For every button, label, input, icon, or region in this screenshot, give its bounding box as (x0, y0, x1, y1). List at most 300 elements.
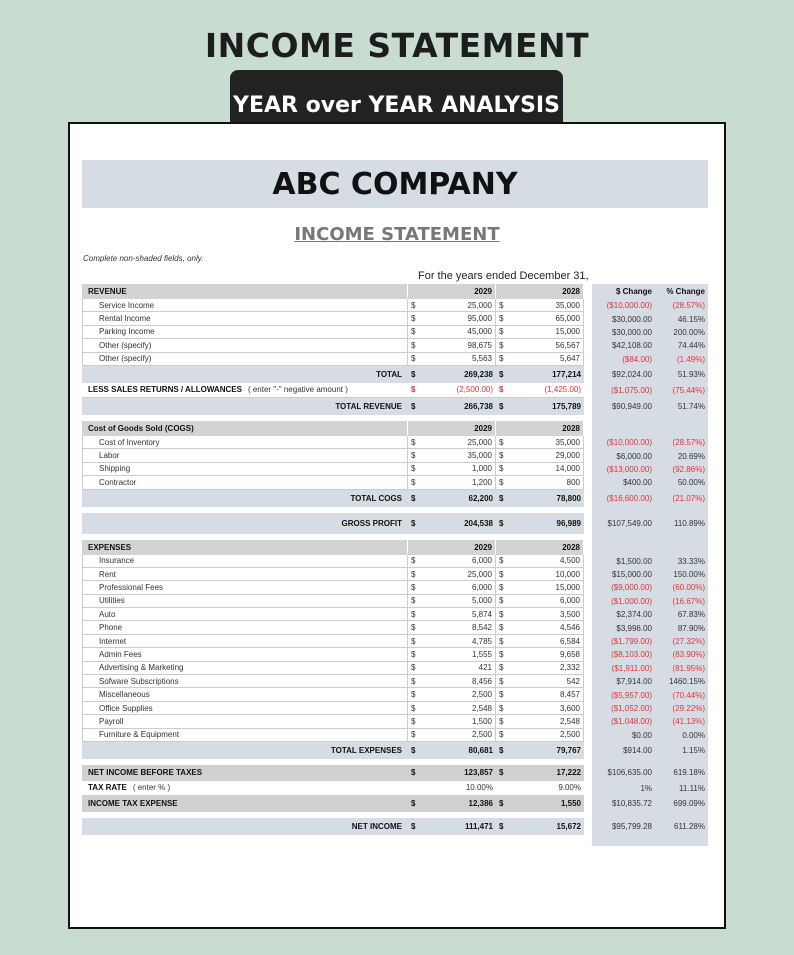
total-row (82, 366, 708, 383)
gap (584, 662, 592, 675)
table-row (82, 608, 708, 621)
dollar-change (592, 781, 654, 796)
currency-sign-2028-text: $ (499, 730, 504, 740)
row-label-text: Labor (99, 451, 120, 461)
percent-change-text: (83.90%) (672, 650, 705, 660)
percent-change-text: (81.95%) (672, 663, 705, 673)
currency-sign-2028 (496, 513, 508, 534)
currency-sign-2029-text: $ (411, 636, 416, 646)
currency-sign-2029-text: $ (411, 300, 416, 310)
percent-change (654, 765, 708, 781)
currency-sign-2029 (408, 299, 420, 312)
row-label (82, 436, 408, 449)
value-2028-text: 2028 (562, 287, 580, 296)
currency-sign-2029 (408, 621, 420, 634)
row-label (82, 312, 408, 325)
row-label (82, 781, 408, 796)
value-2029-text: 1,200 (471, 477, 492, 487)
row-label (82, 463, 408, 476)
value-2029[interactable] (420, 781, 496, 796)
value-2028[interactable] (508, 662, 584, 675)
value-2029[interactable] (420, 702, 496, 715)
currency-sign-2029 (408, 818, 420, 835)
row-label (82, 421, 408, 436)
value-2028 (508, 398, 584, 415)
value-2028 (508, 818, 584, 835)
currency-sign-2029-text: $ (411, 768, 416, 778)
dollar-change-text: $1,500.00 (616, 556, 652, 566)
value-2028-text: 2028 (562, 542, 580, 552)
percent-change-text: (41.13%) (672, 717, 705, 727)
gap (584, 568, 592, 581)
percent-change (654, 312, 708, 325)
percent-change-text: (1.49%) (676, 354, 705, 364)
row-label (82, 702, 408, 715)
value-2028 (508, 765, 584, 781)
value-2028-text: 800 (566, 477, 580, 487)
value-2029[interactable] (420, 555, 496, 568)
percent-change-text: (60.00%) (672, 583, 705, 593)
currency-sign-2028 (496, 675, 508, 688)
value-2028-text: 2,548 (559, 716, 580, 726)
row-label (82, 715, 408, 728)
row-label (82, 513, 408, 534)
statement-title: INCOME STATEMENT (294, 224, 500, 245)
row-label-text: Service Income (99, 300, 155, 310)
value-2029[interactable] (420, 608, 496, 621)
section-header-row (82, 284, 708, 299)
percent-change (654, 702, 708, 715)
table-row (82, 312, 708, 325)
currency-sign-2029 (408, 662, 420, 675)
value-2028-text: 1,550 (560, 799, 581, 809)
percent-change-text: 1460.15% (668, 677, 705, 687)
value-2028-text: 6,584 (559, 636, 580, 646)
currency-sign-2029 (408, 796, 420, 812)
percent-change-text: % Change (666, 287, 705, 296)
total-row (82, 490, 708, 507)
value-2029-text: 266,738 (464, 401, 493, 411)
total-row (82, 818, 708, 835)
value-2029-text: 1,000 (471, 464, 492, 474)
percent-change (654, 463, 708, 476)
percent-change (654, 299, 708, 312)
currency-sign-2029 (408, 742, 420, 759)
currency-sign-2029 (408, 608, 420, 621)
value-2028[interactable] (508, 581, 584, 594)
value-2028-text: 17,222 (556, 768, 581, 778)
currency-sign-2029-text: $ (411, 354, 416, 364)
currency-sign-2029-text: $ (411, 745, 416, 755)
currency-sign-2029-text: $ (411, 569, 416, 579)
currency-sign-2028-text: $ (499, 623, 504, 633)
percent-change-text: 0.00% (682, 730, 705, 740)
value-2028[interactable] (508, 675, 584, 688)
dollar-change (592, 702, 654, 715)
percent-change-text: 1.15% (682, 745, 705, 755)
currency-sign-2029 (408, 702, 420, 715)
row-label-text: Internet (99, 636, 127, 646)
value-2028[interactable] (508, 608, 584, 621)
value-2029-text: 1,500 (471, 716, 492, 726)
value-2029[interactable] (420, 635, 496, 648)
row-label (82, 688, 408, 701)
value-2029-text: 269,238 (464, 369, 493, 379)
currency-sign-2028 (496, 702, 508, 715)
currency-sign-2029 (408, 675, 420, 688)
percent-change-text: (29.22%) (672, 704, 705, 713)
percent-change-text: (75.44%) (672, 385, 705, 395)
currency-sign-2029 (408, 729, 420, 742)
dollar-change-text: $92,024.00 (611, 369, 652, 379)
value-2028[interactable] (508, 436, 584, 449)
dollar-change-text: $400.00 (623, 478, 652, 488)
currency-sign-2029 (408, 449, 420, 462)
row-label-text: TOTAL REVENUE (335, 401, 402, 411)
dollar-change (592, 476, 654, 489)
value-2028[interactable] (508, 326, 584, 339)
value-2029[interactable] (420, 581, 496, 594)
value-2028[interactable] (508, 702, 584, 715)
value-2028 (508, 513, 584, 534)
row-label-text: Other (specify) (99, 340, 152, 350)
value-2028 (508, 490, 584, 507)
value-2028-text: 6,000 (559, 596, 580, 606)
currency-sign-2029-text: $ (411, 464, 416, 474)
currency-sign-2029-text: $ (411, 556, 416, 566)
row-label-text: TOTAL EXPENSES (330, 745, 402, 755)
value-2029[interactable] (420, 312, 496, 325)
row-label-text: NET INCOME (351, 821, 402, 831)
gap (584, 490, 592, 507)
income-table (82, 284, 708, 835)
gap (584, 312, 592, 325)
value-2028 (508, 284, 584, 299)
value-2028-text: 15,000 (555, 327, 580, 337)
value-2028-text: 4,500 (559, 556, 580, 566)
percent-change (654, 608, 708, 621)
percent-change-text: 51.93% (677, 369, 705, 379)
currency-sign-2028 (496, 312, 508, 325)
value-2028[interactable] (508, 648, 584, 661)
value-2029-text: 8,456 (471, 676, 492, 686)
percent-change (654, 595, 708, 608)
currency-sign-2029 (408, 635, 420, 648)
currency-sign-2029-text: $ (411, 340, 416, 350)
value-2029[interactable] (420, 339, 496, 352)
value-2029[interactable] (420, 729, 496, 742)
value-2028[interactable] (508, 299, 584, 312)
dollar-change (592, 796, 654, 812)
table-row (82, 662, 708, 675)
percent-change-text: (21.07%) (672, 493, 705, 503)
currency-sign-2028-text: $ (499, 369, 504, 379)
row-label (82, 729, 408, 742)
value-2028[interactable] (508, 463, 584, 476)
table-row (82, 476, 708, 489)
currency-sign-2028 (496, 540, 508, 555)
value-2029[interactable] (420, 299, 496, 312)
percent-change (654, 581, 708, 594)
percent-change (654, 662, 708, 675)
currency-sign-2029 (408, 339, 420, 352)
dollar-change (592, 648, 654, 661)
currency-sign-2028-text: $ (499, 663, 504, 673)
dollar-change (592, 765, 654, 781)
table-row (82, 555, 708, 568)
value-2029[interactable] (420, 353, 496, 366)
value-2028-text: 56,567 (555, 340, 580, 350)
currency-sign-2028-text: $ (499, 768, 504, 778)
value-2029-text: 8,542 (471, 623, 492, 633)
percent-change-text: (16.67%) (672, 596, 705, 606)
currency-sign-2028 (496, 608, 508, 621)
value-2029-text: 421 (478, 663, 492, 673)
value-2028-text: 65,000 (555, 314, 580, 324)
currency-sign-2028-text: $ (499, 451, 504, 461)
row-label-text: NET INCOME BEFORE TAXES (88, 768, 203, 778)
value-2029[interactable] (420, 436, 496, 449)
currency-sign-2029-text: $ (411, 437, 416, 447)
row-label (82, 818, 408, 835)
value-2029[interactable] (420, 449, 496, 462)
instructions-note: Complete non-shaded fields, only. (83, 254, 204, 263)
value-2028-text: 5,647 (559, 354, 580, 364)
row-label-text: Contractor (99, 477, 137, 487)
value-2029[interactable] (420, 476, 496, 489)
currency-sign-2028-text: $ (499, 676, 504, 686)
value-2029[interactable] (420, 662, 496, 675)
dollar-change (592, 421, 654, 436)
gap (584, 353, 592, 366)
value-2028[interactable] (508, 353, 584, 366)
value-2029-text: 98,675 (467, 340, 492, 350)
percent-change (654, 818, 708, 835)
value-2029[interactable] (420, 568, 496, 581)
percent-change (654, 398, 708, 415)
value-2028-text: 9.00% (558, 783, 581, 793)
gap (584, 581, 592, 594)
currency-sign-2028 (496, 595, 508, 608)
currency-sign-2028 (496, 353, 508, 366)
percent-change-text: (27.32%) (672, 637, 705, 647)
percent-change-text: (92.86%) (672, 464, 705, 474)
dollar-change (592, 436, 654, 449)
value-2028[interactable] (508, 595, 584, 608)
row-label-text: TAX RATE (88, 783, 127, 793)
value-2029[interactable] (420, 621, 496, 634)
value-2029-text: 4,785 (471, 636, 492, 646)
value-2028[interactable] (508, 383, 584, 398)
total-row (82, 781, 708, 796)
input-hint: ( enter % ) (132, 783, 171, 793)
dollar-change-text: ($13,000.00) (606, 464, 652, 474)
currency-sign-2029 (408, 581, 420, 594)
percent-change (654, 796, 708, 812)
currency-sign-2028-text: $ (499, 596, 504, 606)
value-2029[interactable] (420, 326, 496, 339)
row-label-text: GROSS PROFIT (341, 518, 402, 528)
percent-change-text: (28.57%) (672, 438, 705, 448)
currency-sign-2028 (496, 436, 508, 449)
dollar-change-text: $30,000.00 (611, 327, 652, 337)
dollar-change-text: ($1,799.00) (611, 637, 652, 647)
value-2028[interactable] (508, 635, 584, 648)
value-2028[interactable] (508, 688, 584, 701)
dollar-change (592, 383, 654, 398)
value-2029 (420, 421, 496, 436)
dollar-change (592, 715, 654, 728)
value-2028-text: 2,332 (559, 663, 580, 673)
currency-sign-2028 (496, 742, 508, 759)
value-2029-text: 2,500 (471, 690, 492, 700)
row-label-text: Cost of Inventory (99, 437, 160, 447)
currency-sign-2029 (408, 476, 420, 489)
total-row (82, 513, 708, 534)
value-2029[interactable] (420, 463, 496, 476)
percent-change-text: 87.90% (677, 623, 705, 633)
value-2029[interactable] (420, 675, 496, 688)
percent-change (654, 568, 708, 581)
row-label-text: Other (specify) (99, 354, 152, 364)
dollar-change-text: ($84.00) (622, 354, 652, 364)
currency-sign-2029-text: $ (411, 369, 416, 379)
row-label-text: Office Supplies (99, 703, 153, 713)
value-2029 (420, 540, 496, 555)
percent-change-text: 619.18% (673, 768, 705, 778)
percent-change (654, 436, 708, 449)
table-row (82, 715, 708, 728)
value-2029[interactable] (420, 715, 496, 728)
dollar-change-text: $30,000.00 (611, 314, 652, 324)
dollar-change (592, 449, 654, 462)
table-row (82, 353, 708, 366)
page-heading: INCOME STATEMENT (204, 26, 590, 65)
table-row (82, 326, 708, 339)
dollar-change-text: ($9,000.00) (611, 583, 652, 593)
row-label-text: Rental Income (99, 314, 151, 324)
row-label-text: Rent (99, 569, 116, 579)
table-row (82, 675, 708, 688)
gap (584, 729, 592, 742)
table-row (82, 688, 708, 701)
value-2028[interactable] (508, 555, 584, 568)
percent-change-text: 11.11% (679, 783, 705, 793)
subtitle-badge: YEAR over YEAR ANALYSIS (230, 70, 563, 126)
gap (584, 715, 592, 728)
dollar-change (592, 729, 654, 742)
value-2029-text: 5,000 (471, 596, 492, 606)
currency-sign-2028 (496, 581, 508, 594)
input-hint: ( enter "-" negative amount ) (247, 385, 348, 395)
dollar-change (592, 662, 654, 675)
row-label (82, 765, 408, 781)
percent-change-text: 33.33% (677, 556, 705, 566)
currency-sign-2028 (496, 648, 508, 661)
table-row (82, 729, 708, 742)
value-2029[interactable] (420, 648, 496, 661)
currency-sign-2029 (408, 648, 420, 661)
dollar-change-text: $ Change (615, 287, 652, 296)
value-2029-text: 6,000 (471, 556, 492, 566)
value-2028[interactable] (508, 729, 584, 742)
value-2029[interactable] (420, 688, 496, 701)
value-2028[interactable] (508, 715, 584, 728)
row-label-text: Furniture & Equipment (99, 730, 180, 740)
percent-change-text: 50.00% (677, 478, 705, 488)
currency-sign-2028 (496, 398, 508, 415)
currency-sign-2028-text: $ (499, 799, 504, 809)
dollar-change (592, 621, 654, 634)
currency-sign-2029 (408, 490, 420, 507)
table-row (82, 339, 708, 352)
value-2029-text: 2029 (474, 423, 492, 433)
currency-sign-2028-text: $ (499, 437, 504, 447)
value-2028[interactable] (508, 568, 584, 581)
dollar-change (592, 339, 654, 352)
dollar-change (592, 366, 654, 383)
value-2028[interactable] (508, 449, 584, 462)
value-2029-text: 2,500 (471, 730, 492, 740)
row-label (82, 476, 408, 489)
value-2029-text: 1,555 (471, 649, 492, 659)
dollar-change-text: ($1,000.00) (611, 596, 652, 606)
table-row (82, 702, 708, 715)
value-2029[interactable] (420, 383, 496, 398)
currency-sign-2028 (496, 366, 508, 383)
value-2029-text: (2,500.00) (456, 385, 493, 395)
value-2029[interactable] (420, 595, 496, 608)
gap (584, 284, 592, 299)
currency-sign-2028 (496, 568, 508, 581)
total-row (82, 796, 708, 812)
currency-sign-2028-text: $ (499, 518, 504, 528)
value-2028-text: 4,546 (559, 623, 580, 633)
row-label (82, 581, 408, 594)
percent-change (654, 555, 708, 568)
value-2028[interactable] (508, 339, 584, 352)
percent-change-text: 46.15% (677, 314, 705, 324)
dollar-change (592, 284, 654, 299)
value-2028[interactable] (508, 476, 584, 489)
value-2028[interactable] (508, 312, 584, 325)
dollar-change-text: $107,549.00 (607, 518, 652, 528)
currency-sign-2029 (408, 326, 420, 339)
row-label-text: Parking Income (99, 327, 155, 337)
table-row (82, 621, 708, 634)
gap (584, 595, 592, 608)
currency-sign-2028 (496, 715, 508, 728)
percent-change (654, 421, 708, 436)
currency-sign-2029-text: $ (411, 623, 416, 633)
value-2029-text: 25,000 (467, 569, 492, 579)
value-2028[interactable] (508, 781, 584, 796)
currency-sign-2028-text: $ (499, 690, 504, 700)
value-2029-text: 2029 (474, 287, 492, 296)
percent-change (654, 781, 708, 796)
value-2029 (420, 513, 496, 534)
currency-sign-2028-text: $ (499, 385, 504, 395)
value-2028-text: 2028 (562, 423, 580, 433)
value-2028[interactable] (508, 621, 584, 634)
value-2029 (420, 818, 496, 835)
value-2029-text: 25,000 (467, 300, 492, 310)
value-2028-text: 79,767 (556, 745, 581, 755)
gap (584, 398, 592, 415)
currency-sign-2028-text: $ (499, 556, 504, 566)
gap (584, 702, 592, 715)
value-2028-text: 3,600 (559, 703, 580, 713)
